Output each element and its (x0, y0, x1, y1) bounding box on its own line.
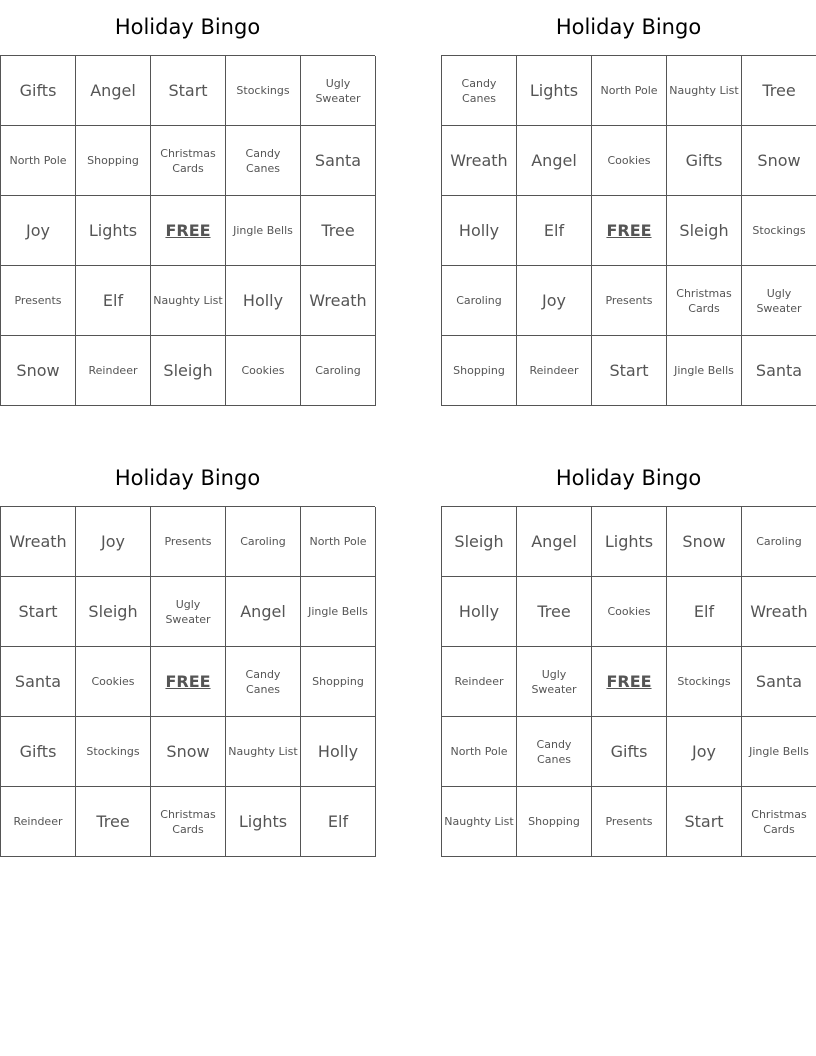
bingo-cell: Cookies (76, 647, 151, 717)
bingo-card-2 (441, 0, 816, 406)
bingo-cell: North Pole (1, 126, 76, 196)
bingo-cell: Snow (667, 507, 742, 577)
card-title: Holiday Bingo (555, 15, 702, 39)
card-title: Holiday Bingo (114, 466, 261, 490)
bingo-cell: Lights (76, 196, 151, 266)
bingo-cell: Elf (667, 577, 742, 647)
bingo-cell: Start (151, 56, 226, 126)
bingo-cell: Candy Canes (226, 126, 301, 196)
bingo-cell: Presents (151, 507, 226, 577)
bingo-cell: Caroling (301, 336, 376, 406)
bingo-cell: Ugly Sweater (151, 577, 226, 647)
bingo-cell: North Pole (592, 56, 667, 126)
bingo-cell: Sleigh (442, 507, 517, 577)
bingo-cell: Christmas Cards (742, 787, 816, 857)
bingo-cell: Angel (517, 507, 592, 577)
bingo-cell: Reindeer (442, 647, 517, 717)
bingo-cell: Santa (742, 647, 816, 717)
bingo-cell: Tree (517, 577, 592, 647)
bingo-cell: Candy Canes (442, 56, 517, 126)
bingo-cell: Reindeer (1, 787, 76, 857)
bingo-card-1 (0, 0, 375, 406)
bingo-cell: Presents (592, 266, 667, 336)
bingo-cell: Shopping (517, 787, 592, 857)
bingo-cell: Holly (301, 717, 376, 787)
bingo-cell: Cookies (592, 126, 667, 196)
bingo-cell: Lights (517, 56, 592, 126)
bingo-cell: Shopping (301, 647, 376, 717)
bingo-grid (0, 506, 375, 857)
bingo-cell: Wreath (742, 577, 816, 647)
card-title: Holiday Bingo (114, 15, 261, 39)
bingo-cell: Angel (226, 577, 301, 647)
bingo-cell: Caroling (442, 266, 517, 336)
bingo-grid (0, 55, 375, 406)
bingo-cell: Sleigh (667, 196, 742, 266)
bingo-cell: Elf (517, 196, 592, 266)
bingo-cell: Snow (1, 336, 76, 406)
bingo-grid (441, 55, 816, 406)
bingo-cell: Christmas Cards (667, 266, 742, 336)
bingo-cell: Shopping (442, 336, 517, 406)
bingo-cell: Naughty List (226, 717, 301, 787)
bingo-cell: Naughty List (151, 266, 226, 336)
bingo-cell: Jingle Bells (301, 577, 376, 647)
bingo-cell: Tree (76, 787, 151, 857)
bingo-card-3 (0, 451, 375, 857)
bingo-cell: Cookies (592, 577, 667, 647)
bingo-cell: Stockings (742, 196, 816, 266)
bingo-cell: Candy Canes (517, 717, 592, 787)
bingo-cell: Sleigh (76, 577, 151, 647)
bingo-cell: Snow (151, 717, 226, 787)
bingo-cell: Stockings (76, 717, 151, 787)
bingo-cell: Caroling (226, 507, 301, 577)
bingo-cell: Lights (226, 787, 301, 857)
bingo-cell: Cookies (226, 336, 301, 406)
bingo-cell: Reindeer (517, 336, 592, 406)
bingo-cell: Joy (76, 507, 151, 577)
bingo-cell: Jingle Bells (226, 196, 301, 266)
bingo-cell: Christmas Cards (151, 126, 226, 196)
bingo-cell: Santa (742, 336, 816, 406)
bingo-cell: North Pole (301, 507, 376, 577)
bingo-cell: Gifts (592, 717, 667, 787)
bingo-cell: Sleigh (151, 336, 226, 406)
bingo-cell: Caroling (742, 507, 816, 577)
bingo-cell: Wreath (301, 266, 376, 336)
bingo-grid (441, 506, 816, 857)
bingo-cell: Presents (592, 787, 667, 857)
bingo-cell: Angel (517, 126, 592, 196)
bingo-cell: Joy (1, 196, 76, 266)
free-space: FREE (151, 196, 226, 266)
bingo-cell: Elf (301, 787, 376, 857)
bingo-cell: Reindeer (76, 336, 151, 406)
bingo-cell: Start (1, 577, 76, 647)
bingo-cell: Angel (76, 56, 151, 126)
bingo-cell: Wreath (1, 507, 76, 577)
bingo-cell: Candy Canes (226, 647, 301, 717)
bingo-cell: Joy (517, 266, 592, 336)
bingo-cell: Gifts (1, 56, 76, 126)
bingo-cell: Jingle Bells (667, 336, 742, 406)
card-title: Holiday Bingo (555, 466, 702, 490)
bingo-cell: Gifts (667, 126, 742, 196)
bingo-cell: Christmas Cards (151, 787, 226, 857)
bingo-cell: Start (667, 787, 742, 857)
bingo-cell: Start (592, 336, 667, 406)
free-space: FREE (592, 196, 667, 266)
bingo-cell: Stockings (226, 56, 301, 126)
bingo-cell: Holly (442, 577, 517, 647)
bingo-cell: Naughty List (667, 56, 742, 126)
bingo-cell: Stockings (667, 647, 742, 717)
bingo-cell: Presents (1, 266, 76, 336)
bingo-cell: Elf (76, 266, 151, 336)
bingo-cell: Naughty List (442, 787, 517, 857)
bingo-cell: North Pole (442, 717, 517, 787)
bingo-cell: Tree (742, 56, 816, 126)
bingo-card-4 (441, 451, 816, 857)
bingo-cell: Wreath (442, 126, 517, 196)
bingo-cell: Shopping (76, 126, 151, 196)
bingo-cell: Holly (442, 196, 517, 266)
bingo-cell: Jingle Bells (742, 717, 816, 787)
bingo-cell: Holly (226, 266, 301, 336)
bingo-cell: Gifts (1, 717, 76, 787)
bingo-cell: Santa (301, 126, 376, 196)
bingo-cell: Tree (301, 196, 376, 266)
bingo-cell: Ugly Sweater (742, 266, 816, 336)
bingo-cell: Joy (667, 717, 742, 787)
bingo-cell: Ugly Sweater (517, 647, 592, 717)
bingo-cell: Ugly Sweater (301, 56, 376, 126)
bingo-cell: Santa (1, 647, 76, 717)
bingo-cell: Lights (592, 507, 667, 577)
free-space: FREE (151, 647, 226, 717)
free-space: FREE (592, 647, 667, 717)
bingo-cell: Snow (742, 126, 816, 196)
